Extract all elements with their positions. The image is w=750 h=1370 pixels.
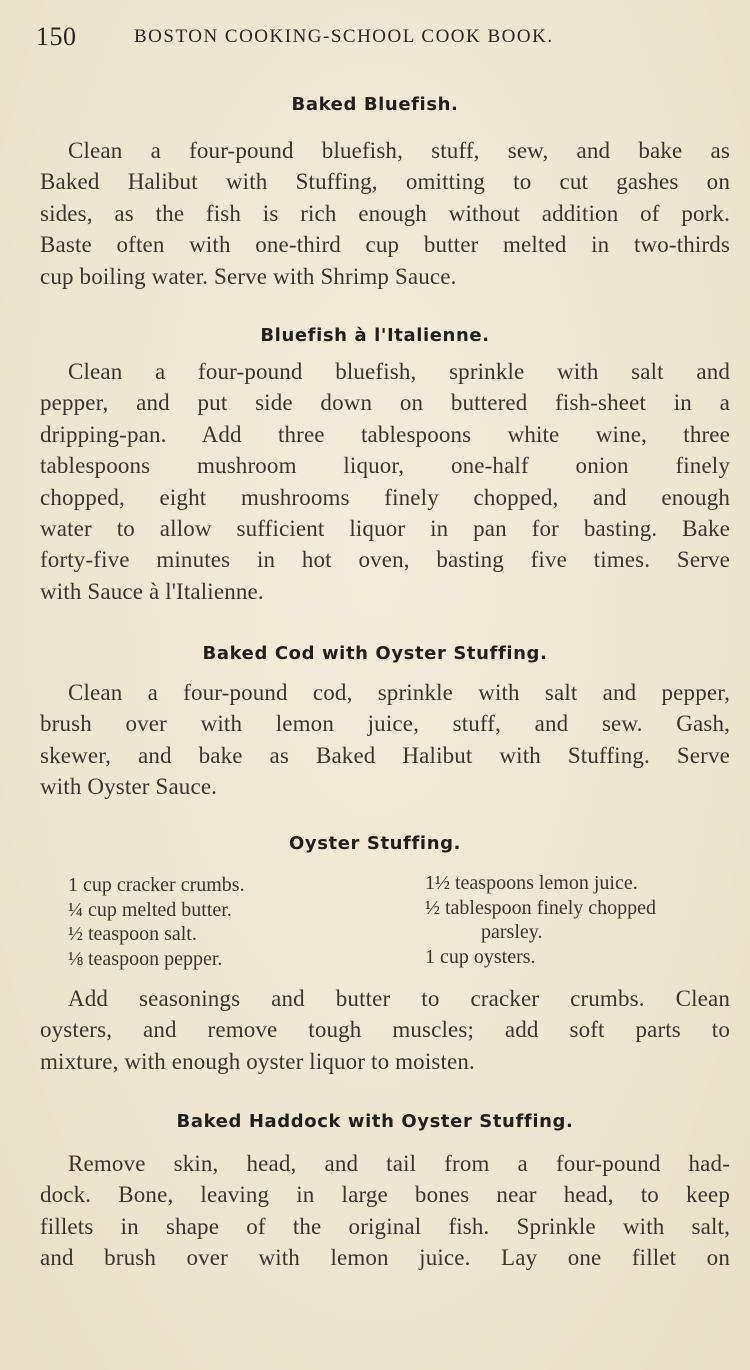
recipe-paragraph bbox=[40, 135, 730, 292]
recipe-paragraph bbox=[40, 983, 730, 1077]
ingredient-item: 1½ teaspoons lemon juice. bbox=[425, 872, 638, 894]
recipe-heading: Baked Bluefish. bbox=[291, 94, 459, 115]
text-line: Remove skin, head, and tail from a four-pound had- bbox=[68, 1151, 730, 1176]
ingredient-item: ½ tablespoon finely chopped bbox=[425, 896, 657, 919]
recipe-heading: Oyster Stuffing. bbox=[288, 833, 462, 854]
ingredient-item: ½ teaspoon salt. bbox=[68, 923, 197, 945]
text-line: pepper, and put side down on buttered fish-sheet in a bbox=[40, 390, 730, 416]
ingredient-list-left bbox=[68, 873, 245, 971]
recipe-paragraph bbox=[40, 1148, 730, 1274]
ingredient-item: ¼ cup melted butter. bbox=[68, 898, 232, 921]
text-line: with Oyster Sauce. bbox=[40, 774, 218, 800]
text-line: with Sauce à l'Italienne. bbox=[40, 578, 264, 604]
recipe-heading: Bluefish à l'Italienne. bbox=[260, 325, 490, 346]
ingredient-item: 1 cup cracker crumbs. bbox=[68, 874, 245, 896]
text-line: Clean a four-pound cod, sprinkle with salt and pepper, bbox=[68, 680, 730, 705]
ingredient-item: parsley. bbox=[481, 921, 543, 943]
text-line: Clean a four-pound bluefish, stuff, sew, and bake as bbox=[68, 138, 730, 163]
text-line: brush over with lemon juice, stuff, and sew. Gash, bbox=[40, 711, 730, 737]
text-line: skewer, and bake as Baked Halibut with Stuffing. Serve bbox=[40, 742, 730, 768]
text-line: dock. Bone, leaving in large bones near head, to keep bbox=[40, 1182, 730, 1208]
text-line: Clean a four-pound bluefish, sprinkle with salt and bbox=[68, 359, 730, 384]
text-line: water to allow sufficient liquor in pan for basting. Bake bbox=[40, 516, 730, 542]
text-line: cup boiling water. Serve with Shrimp Sauce. bbox=[40, 263, 457, 289]
text-line: mixture, with enough oyster liquor to moisten. bbox=[40, 1048, 475, 1074]
text-line: Baked Halibut with Stuffing, omitting to cut gashes on bbox=[40, 169, 730, 195]
ingredient-item: ⅛ teaspoon pepper. bbox=[68, 947, 223, 970]
text-line: dripping-pan. Add three tablespoons white wine, three bbox=[40, 421, 730, 447]
text-line: Baste often with one-third cup butter melted in two-thirds bbox=[40, 232, 730, 258]
recipe-paragraph bbox=[40, 356, 730, 607]
book-title: BOSTON COOKING-SCHOOL COOK BOOK. bbox=[134, 26, 554, 47]
text-line: tablespoons mushroom liquor, one-half onion finely bbox=[40, 453, 730, 479]
recipe-heading: Baked Cod with Oyster Stuffing. bbox=[202, 643, 548, 664]
text-line: Add seasonings and butter to cracker crumbs. Clean bbox=[68, 986, 730, 1011]
text-line: sides, as the fish is rich enough without addition of pork. bbox=[40, 200, 730, 226]
text-line: forty-five minutes in hot oven, basting five times. Serve bbox=[40, 547, 730, 573]
text-line: chopped, eight mushrooms finely chopped, and enough bbox=[40, 484, 730, 510]
recipe-paragraph bbox=[40, 677, 730, 803]
page-number: 150 bbox=[36, 22, 77, 51]
text-line: and brush over with lemon juice. Lay one fillet on bbox=[40, 1245, 730, 1271]
recipe-heading: Baked Haddock with Oyster Stuffing. bbox=[176, 1111, 574, 1132]
ingredient-list-right bbox=[425, 871, 656, 969]
text-line: oysters, and remove tough muscles; add soft parts to bbox=[40, 1017, 730, 1043]
text-line: fillets in shape of the original fish. Sprinkle with salt, bbox=[40, 1213, 730, 1239]
ingredient-item: 1 cup oysters. bbox=[425, 945, 536, 968]
